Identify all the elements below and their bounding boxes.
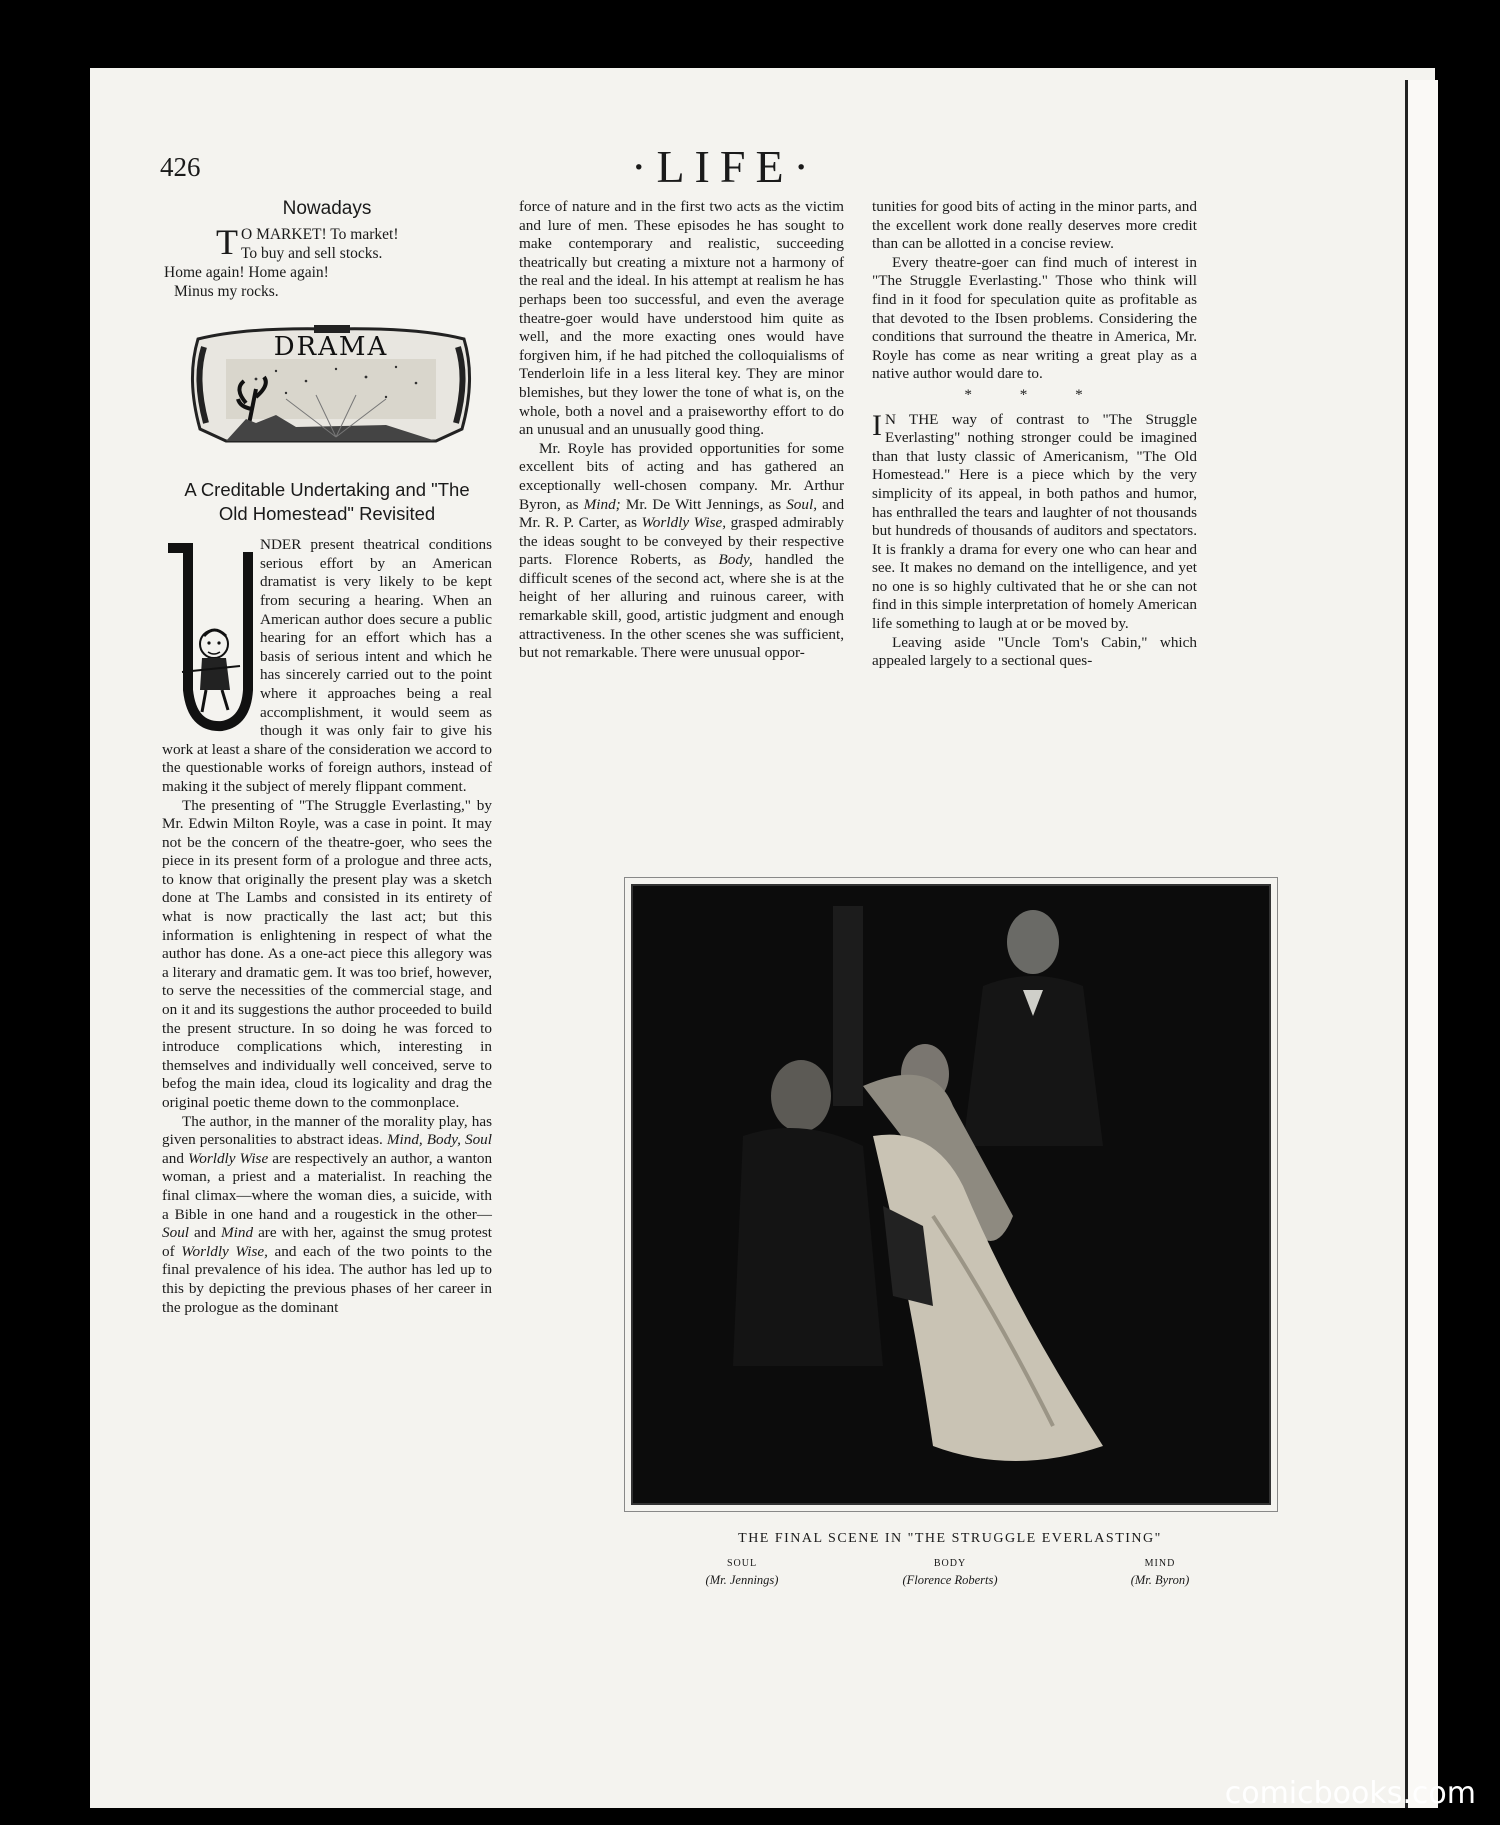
column-3 bbox=[872, 198, 1197, 671]
credit-soul bbox=[652, 1558, 832, 1588]
p3-text-and2: and bbox=[194, 1224, 216, 1242]
p3-italic-3: Soul bbox=[162, 1224, 190, 1242]
c2-text-e: handled the difficult scenes of the second act, where she is at the height of her alluring and ruinous career, with remarkable skill, good, artistic judgment and enough attractiveness. In the other scenes she was sufficient, but not remarkable. There were unusual oppor- bbox=[519, 551, 845, 662]
c2-italic-1: Mind; bbox=[583, 495, 621, 513]
poem-line-2: To buy and sell stocks. bbox=[241, 244, 383, 262]
c2-text-c: and Mr. R. P. Carter, as bbox=[519, 495, 845, 532]
p3-italic-2: Worldly Wise bbox=[187, 1149, 269, 1167]
c2-italic-3: Worldly Wise, bbox=[641, 514, 727, 532]
c2-text-d: grasped admirably the ideas sought to be conveyed by their respective parts. Florence Roberts, as bbox=[519, 514, 844, 569]
column-3-paragraph-2: Every theatre-goer can find much of interest in "The Struggle Everlasting." Those who think will find in it food for speculation quite as profitable as that devoted to the Ibsen problems. Considering the conditions that surround the theatre in America, Mr. Royle has come as near writing a great play as a native author would dare to. bbox=[872, 253, 1197, 383]
stage-photograph bbox=[631, 884, 1271, 1505]
p3-italic-5: Worldly Wise, bbox=[181, 1242, 268, 1260]
article-title-line-2: Old Homestead" Revisited bbox=[218, 503, 436, 525]
article-title bbox=[162, 478, 492, 526]
drop-cap-i: I bbox=[872, 408, 882, 442]
role-name: SOUL bbox=[726, 1558, 758, 1569]
column-2 bbox=[519, 198, 844, 663]
column-1 bbox=[62, 198, 493, 1317]
column-3-paragraph-1: tunities for good bits of acting in the minor parts, and the excellent work done really deserves more credit than can be allotted in a concise review. bbox=[872, 198, 1197, 253]
drama-banner-label: DRAMA bbox=[273, 331, 389, 362]
illustrated-initial bbox=[62, 440, 254, 738]
p3-italic-4: Mind bbox=[220, 1224, 254, 1242]
c3-p3-text: way of contrast to "The Struggle Everlasting" nothing stronger could be imagined than that lusty classic of Americanism, "The Old Homestead." Here is a piece which by the very simplicity of its appeal, in both pathos and humor, has enthralled the tears and laughter of not thousands but hundreds of thousands of auditors and spectators. It is frankly a drama for every one who can hear and see. It makes no demand on the intelligence, and yet no one is so highly cultivated that he or she can not find in this simple interpretation of homely American life something to laugh at or be moved by. bbox=[872, 410, 1197, 633]
poem-line-3: Home again! Home again! bbox=[164, 263, 329, 281]
opening-caps: NDER bbox=[260, 536, 302, 554]
poem-title: Nowadays bbox=[282, 198, 372, 219]
final-scene-photo-illustration bbox=[633, 886, 1269, 1503]
actor-name: (Florence Roberts) bbox=[902, 1573, 998, 1587]
role-name: MIND bbox=[1144, 1558, 1176, 1569]
c2-text-a: Mr. Royle has provided opportunities for some excellent bits of acting and has gathered an exceptionally well-chosen company. Mr. Arthur Byron, as bbox=[519, 439, 844, 513]
credit-body bbox=[860, 1558, 1040, 1588]
section-divider-stars: * * * bbox=[964, 385, 1105, 403]
article-paragraph-3 bbox=[162, 1113, 492, 1318]
drama-banner-illustration bbox=[186, 319, 476, 449]
c2-text-b: Mr. De Witt Jennings, as bbox=[625, 495, 782, 513]
article-paragraph-2: The presenting of "The Struggle Everlasting," by Mr. Edwin Milton Royle, was a case in point. It may not be the concern of the theatre-goer, who sees the piece in its present form of a prologue and three acts, to know that originally the present play was a sketch done at The Lambs and consisted in its entirety of what is now practically the last act; but this information is enlightening in respect of what the author has done. As a one-act piece this allegory was a literary and dramatic gem. It was too brief, however, to serve the necessities of the commercial stage, and on it and its suggestions the author proceeded to build the present structure. In so doing he was forced to introduce complications which, interesting in themselves and individually well conceived, serve to befog the main idea, cloud its logicality and drag the original poetic theme down to the commonplace. bbox=[162, 796, 493, 1111]
photo-caption: THE FINAL SCENE IN "THE STRUGGLE EVERLASTING" bbox=[738, 1531, 1162, 1546]
p3-italic-1: Mind, Body, Soul bbox=[386, 1131, 492, 1149]
c2-italic-2: Soul, bbox=[786, 495, 818, 513]
actor-name: (Mr. Jennings) bbox=[705, 1573, 779, 1587]
poem bbox=[164, 221, 492, 301]
credit-mind bbox=[1070, 1558, 1250, 1588]
p3-text-c: are with her, against the smug protest of bbox=[162, 1224, 493, 1260]
p3-text-b: are respectively an author, a wanton woman, a priest and a materialist. In reaching the final climax—where the woman dies, a suicide, with a Bible in one hand and a rougestick in the other— bbox=[162, 1149, 493, 1223]
column-3-paragraph-4: Leaving aside "Uncle Tom's Cabin," which appealed largely to a sectional ques- bbox=[872, 633, 1197, 670]
p3-text-and: and bbox=[162, 1149, 184, 1167]
c2-italic-4: Body, bbox=[718, 551, 753, 569]
watermark: comicbooks.com bbox=[1224, 1776, 1476, 1811]
poem-drop-letter: T bbox=[216, 221, 238, 262]
p3-text-a: The author, in the manner of the morality play, has given personalities to abstract ideas. bbox=[162, 1112, 492, 1149]
masthead: ·LIFE· bbox=[631, 141, 819, 192]
actor-name: (Mr. Byron) bbox=[1130, 1573, 1190, 1587]
initial-letter: U bbox=[62, 440, 63, 442]
article-title-line-1: A Creditable Undertaking and "The bbox=[184, 479, 470, 501]
c3-opening-caps: N THE bbox=[885, 410, 939, 428]
poem-line-4: Minus my rocks. bbox=[174, 282, 279, 300]
jester-initial-u-illustration bbox=[62, 440, 254, 738]
page-number: 426 bbox=[160, 152, 201, 182]
role-name: BODY bbox=[933, 1558, 967, 1569]
column-3-paragraph-3 bbox=[872, 408, 1197, 634]
p3-text-d: and each of the two points to the final prevalence of his idea. The author has led up to this by depicting the previous phases of her career in the prologue as the dominant bbox=[162, 1242, 492, 1316]
column-2-paragraph-2 bbox=[519, 440, 844, 663]
facing-page-edge bbox=[1405, 80, 1438, 1808]
column-2-paragraph-1: force of nature and in the first two acts as the victim and lure of men. These episodes he has sought to make contemporary and realistic, succeeding theatrically but creating a mixture not a harmony of the real and the ideal. In his attempt at realism he has perhaps been too successful, and even the average theatre-goer would have understood him quite as well, and the more exacting ones would have forgiven him, if he had pitched the colloquialisms of Tenderloin life in a less literal key. They are minor blemishes, but they lower the tone of what is, on the whole, both a novel and a praiseworthy effort to do an unusual and an unusually good thing. bbox=[519, 198, 844, 439]
article-paragraph-1-text: present theatrical conditions serious effort by an American dramatist is very likely to be kept from securing a hearing. When an American author does secure a public hearing for an effort which has a basis of serious intent and which he has sincerely carried out to the point where it approaches being a real accomplishment, it would seem as though it was only fair to give his work at least a share of the consideration we accord to the questionable works of foreign authors, instead of making it the subject of merely flippant comment. bbox=[162, 536, 492, 795]
poem-line-1: O MARKET! To market! bbox=[241, 225, 399, 243]
